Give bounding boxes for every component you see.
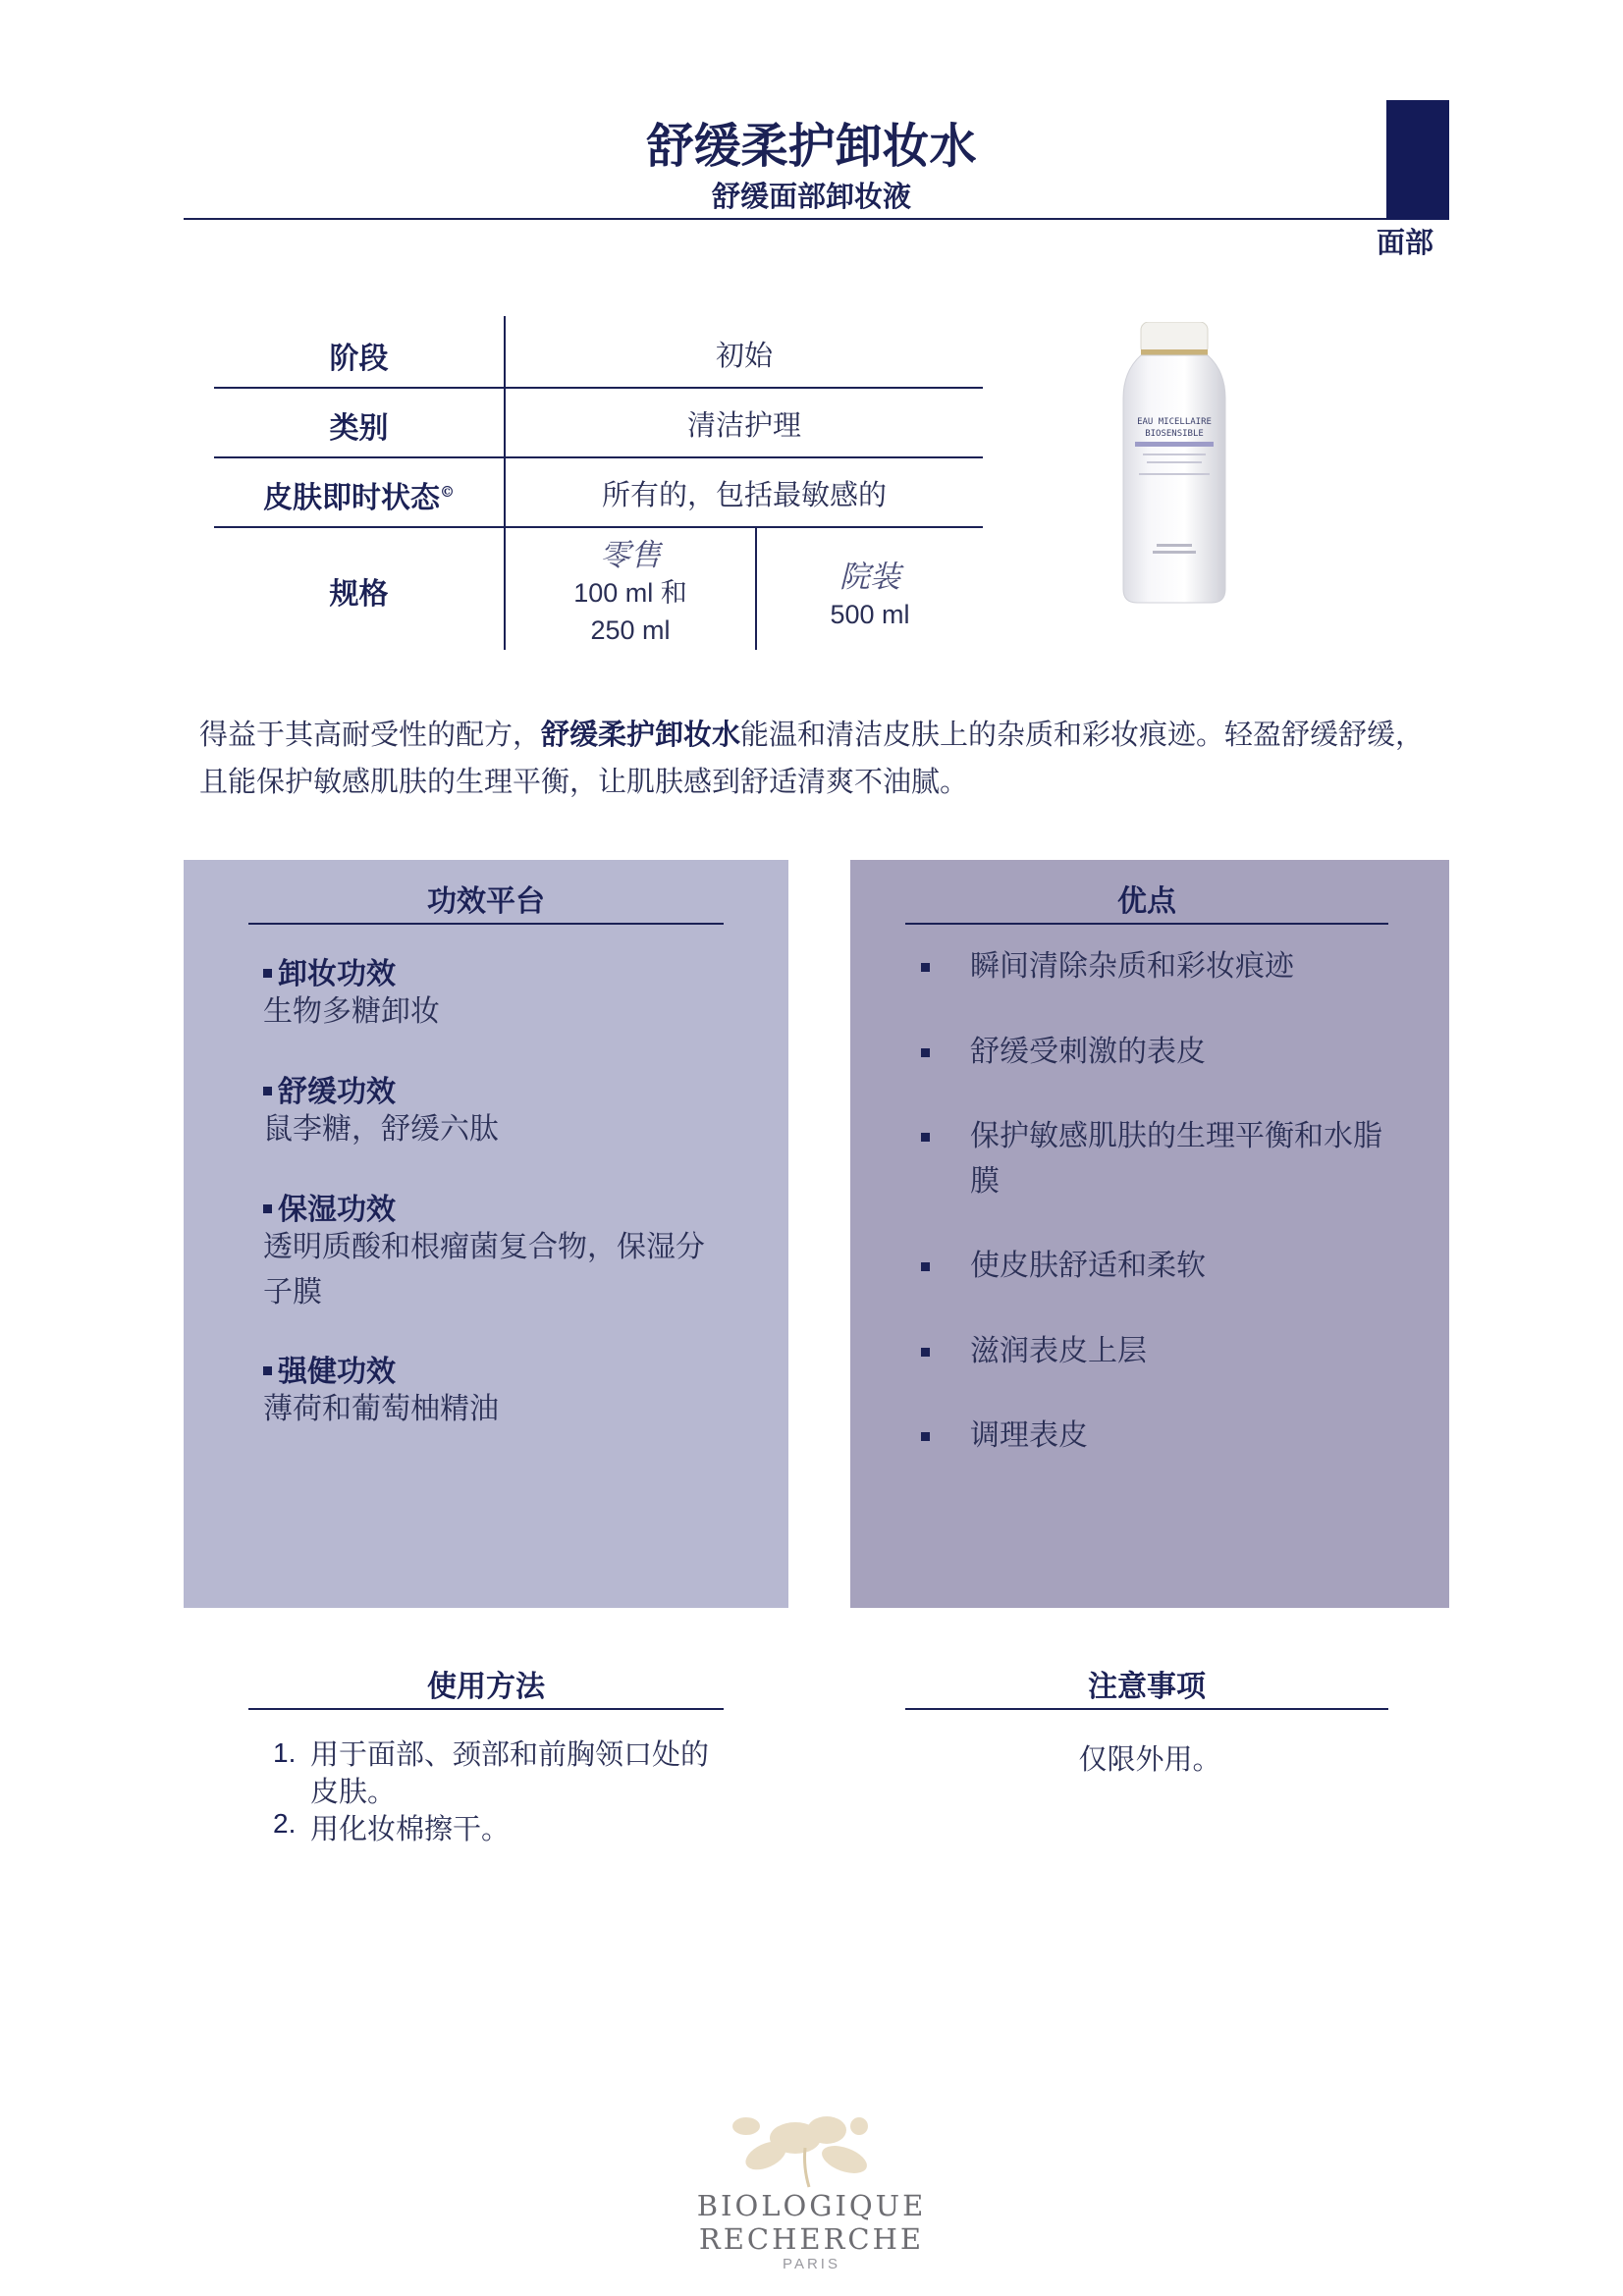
active-heading bbox=[263, 1067, 396, 1110]
table-row-label bbox=[214, 473, 504, 516]
table-divider bbox=[214, 387, 983, 389]
step-number: 1. bbox=[273, 1737, 297, 1768]
benefit-item: 舒缓受刺激的表皮 bbox=[970, 1035, 1206, 1069]
retail-format-cell bbox=[506, 530, 755, 649]
step-number: 2. bbox=[273, 1808, 297, 1839]
retail-heading: 零售 bbox=[600, 538, 661, 573]
bullet-square-icon bbox=[921, 963, 930, 972]
product-bottle-icon bbox=[1119, 322, 1229, 605]
active-body: 薄荷和葡萄柚精油 bbox=[263, 1392, 499, 1426]
active-heading bbox=[263, 1347, 396, 1390]
benefit-item: 瞬间清除杂质和彩妆痕迹 bbox=[970, 949, 1294, 984]
table-row-label-text: 皮肤即时状态 bbox=[263, 481, 440, 515]
brand-city: PARIS bbox=[783, 2256, 840, 2272]
active-heading bbox=[263, 949, 396, 992]
spec-table bbox=[214, 316, 983, 650]
bullet-square-icon bbox=[263, 1204, 272, 1213]
salon-size-line1: 500 ml bbox=[830, 600, 910, 629]
corner-tab-block bbox=[1386, 100, 1449, 220]
active-body: 鼠李糖，舒缓六肽 bbox=[263, 1112, 499, 1147]
description-product-name: 舒缓柔护卸妆水 bbox=[541, 718, 741, 751]
salon-format-cell bbox=[757, 552, 983, 633]
caution-title-rule bbox=[905, 1708, 1388, 1710]
retail-size-line2: 250 ml bbox=[590, 615, 671, 645]
benefits-title: 优点 bbox=[1117, 884, 1176, 919]
bottle-label-line2: BIOSENSIBLE bbox=[1145, 429, 1204, 439]
active-heading-text: 舒缓功效 bbox=[278, 1075, 396, 1109]
table-divider bbox=[214, 526, 983, 528]
active-body: 透明质酸和根瘤菌复合物，保湿分子膜 bbox=[263, 1230, 705, 1309]
benefit-item: 使皮肤舒适和柔软 bbox=[970, 1249, 1206, 1283]
usage-title: 使用方法 bbox=[427, 1670, 545, 1704]
header-divider bbox=[184, 218, 1448, 220]
bullet-square-icon bbox=[921, 1432, 930, 1441]
copyright-mark: © bbox=[440, 483, 455, 501]
benefits-title-rule bbox=[905, 923, 1388, 925]
table-row-label: 阶段 bbox=[329, 342, 389, 376]
salon-heading: 院装 bbox=[839, 560, 900, 595]
benefit-item: 调理表皮 bbox=[970, 1418, 1088, 1453]
table-row-label: 类别 bbox=[329, 411, 389, 446]
description-text: 能温和清洁皮肤上的杂质和彩妆痕迹。轻盈舒缓舒缓，且能保护敏感肌肤的生理平衡，让肌肤感到舒适清爽不油腻。 bbox=[199, 718, 1425, 798]
table-row-value: 清洁护理 bbox=[686, 408, 801, 442]
bullet-square-icon bbox=[263, 969, 272, 978]
benefit-item: 滋润表皮上层 bbox=[970, 1334, 1147, 1368]
table-row-value: 所有的，包括最敏感的 bbox=[601, 478, 887, 511]
page-title: 舒缓柔护卸妆水 bbox=[646, 119, 977, 174]
brand-name-line1: BIOLOGIQUE bbox=[696, 2189, 927, 2222]
description-text: 得益于其高耐受性的配方， bbox=[199, 718, 542, 751]
step-text: 用于面部、颈部和前胸领口处的皮肤。 bbox=[310, 1737, 710, 1808]
brand-name-line2: RECHERCHE bbox=[698, 2222, 925, 2256]
actives-title: 功效平台 bbox=[427, 884, 545, 919]
table-row-label: 规格 bbox=[329, 577, 389, 612]
bullet-square-icon bbox=[921, 1348, 930, 1357]
active-heading-text: 保湿功效 bbox=[278, 1193, 396, 1227]
benefit-item: 保护敏感肌肤的生理平衡和水脂膜 bbox=[970, 1119, 1382, 1199]
caution-title: 注意事项 bbox=[1088, 1670, 1206, 1704]
table-row-value: 初始 bbox=[715, 339, 773, 372]
retail-size-line1: 100 ml 和 bbox=[573, 578, 687, 608]
bullet-square-icon bbox=[921, 1133, 930, 1142]
usage-title-rule bbox=[248, 1708, 724, 1710]
active-body: 生物多糖卸妆 bbox=[263, 994, 440, 1029]
table-divider bbox=[214, 456, 983, 458]
bullet-square-icon bbox=[263, 1087, 272, 1095]
caution-text: 仅限外用。 bbox=[1078, 1742, 1221, 1776]
bullet-square-icon bbox=[263, 1366, 272, 1375]
product-description bbox=[199, 711, 1446, 805]
actives-title-rule bbox=[248, 923, 724, 925]
active-heading-text: 强健功效 bbox=[278, 1355, 396, 1389]
bottle-label-line1: EAU MICELLAIRE bbox=[1137, 417, 1212, 427]
active-heading-text: 卸妆功效 bbox=[278, 957, 396, 991]
section-label: 面部 bbox=[1376, 226, 1434, 259]
page-subtitle: 舒缓面部卸妆液 bbox=[711, 180, 911, 213]
step-text: 用化妆棉擦干。 bbox=[310, 1812, 511, 1845]
active-heading bbox=[263, 1185, 396, 1228]
bullet-square-icon bbox=[921, 1262, 930, 1271]
bullet-square-icon bbox=[921, 1048, 930, 1057]
